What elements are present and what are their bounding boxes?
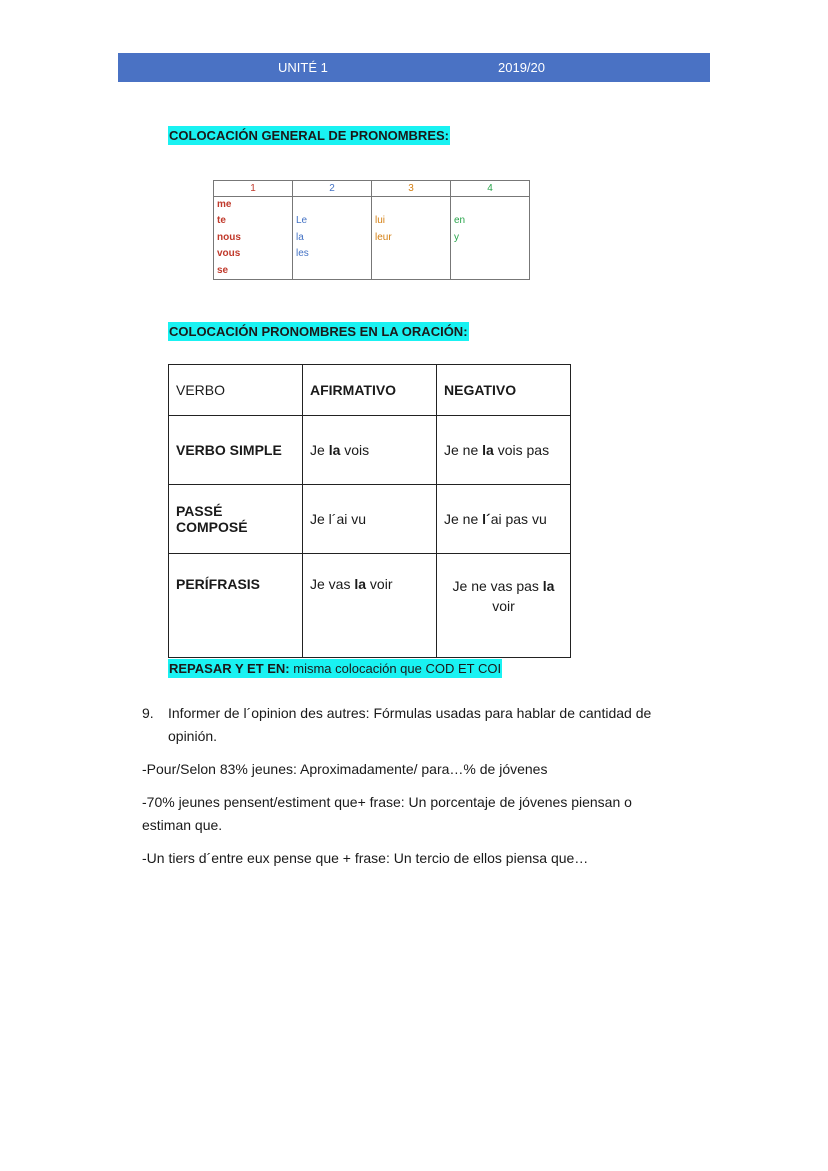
pronoun-col-4 <box>451 197 530 280</box>
item9-line2: opinión. <box>168 728 218 744</box>
pronoun: en <box>454 215 466 227</box>
pronoun-col-2 <box>293 197 372 280</box>
negative-cell: Je ne la vois pas <box>437 416 571 485</box>
text-line: estiman que. <box>142 817 223 833</box>
affirmative-cell: Je l´ai vu <box>303 485 437 554</box>
section-title-sentence: COLOCACIÓN PRONOMBRES EN LA ORACIÓN: <box>169 324 468 339</box>
text-line: -Pour/Selon 83% jeunes: Aproximadamente/ para…% de jóvenes <box>142 761 548 777</box>
pronoun: lui <box>375 215 386 227</box>
pronoun: leur <box>375 231 392 243</box>
col-header-4: 4 <box>451 181 530 197</box>
col-header-2: 2 <box>293 181 372 197</box>
section-title-general: COLOCACIÓN GENERAL DE PRONOMBRES: <box>169 128 449 143</box>
text-line: -70% jeunes pensent/estiment que+ frase: Un porcentaje de jóvenes piensan o <box>142 794 632 810</box>
repasar-note: REPASAR Y ET EN: misma colocación que COD ET COI <box>169 661 502 676</box>
affirmative-cell: Je la vois <box>303 416 437 485</box>
item-number: 9. <box>142 705 154 721</box>
pronoun-col-3 <box>372 197 451 280</box>
header-negativo: NEGATIVO <box>437 365 571 416</box>
pronoun-placement-table <box>168 364 571 658</box>
pronoun: vous <box>217 248 241 260</box>
pronoun <box>454 197 526 213</box>
page-header <box>118 53 710 82</box>
pronoun <box>375 197 447 213</box>
pronoun: te <box>217 215 226 227</box>
header-unit: UNITÉ 1 <box>278 60 328 75</box>
pronoun: Le <box>296 215 308 227</box>
col-header-3: 3 <box>372 181 451 197</box>
pronoun: y <box>454 231 459 243</box>
item9-line1: Informer de l´opinion des autres: Fórmulas usadas para hablar de cantidad de <box>168 705 652 721</box>
row-label: PASSÉ COMPOSÉ <box>169 485 303 554</box>
pronoun-col-1 <box>214 197 293 280</box>
affirmative-cell: Je vas la voir <box>303 554 437 658</box>
pronoun: se <box>217 264 229 276</box>
header-year: 2019/20 <box>498 60 545 75</box>
text-line: -Un tiers d´entre eux pense que + frase: Un tercio de ellos piensa que… <box>142 850 589 866</box>
col-header-1: 1 <box>214 181 293 197</box>
pronoun: la <box>296 231 304 243</box>
header-afirmativo: AFIRMATIVO <box>303 365 437 416</box>
pronoun-order-table <box>213 180 530 280</box>
negative-cell: Je ne l´ai pas vu <box>437 485 571 554</box>
pronoun: me <box>217 199 232 210</box>
pronoun: nous <box>217 231 241 243</box>
row-label: VERBO SIMPLE <box>169 416 303 485</box>
pronoun: les <box>296 248 309 260</box>
pronoun <box>296 197 368 213</box>
negative-cell: Je ne vas pas la voir <box>437 554 571 658</box>
row-label: PERÍFRASIS <box>169 554 303 658</box>
header-verbo: VERBO <box>169 365 303 416</box>
